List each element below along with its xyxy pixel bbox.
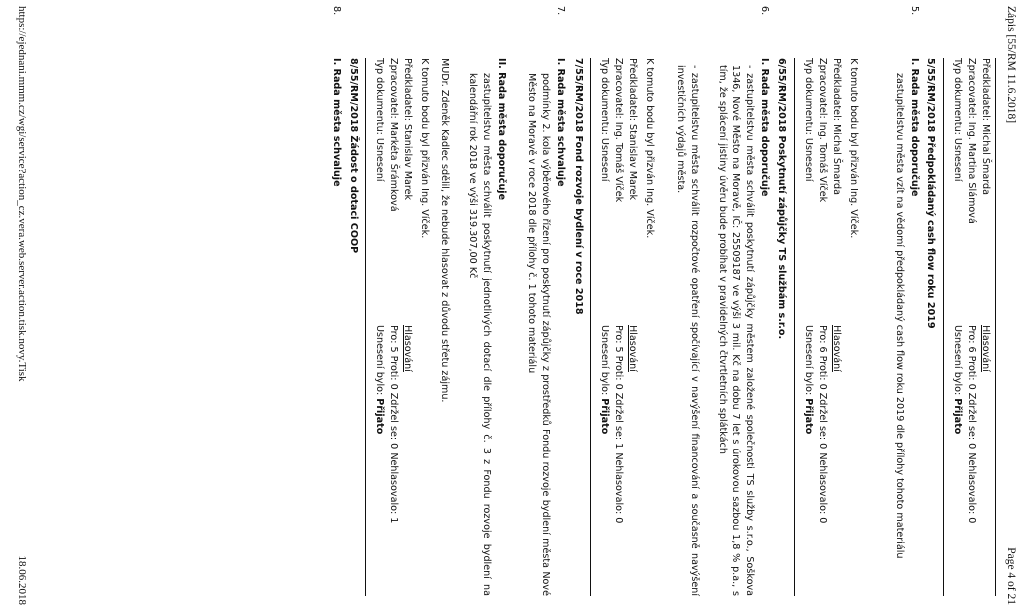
invited-note: K tomuto bodu byl přizván Ing. Víček. xyxy=(848,58,859,239)
typ-dokumentu: Typ dokumentu: Usnesení xyxy=(952,58,963,182)
zpracovatel: Zpracovatel: Ing. Tomáš Víček xyxy=(817,58,828,203)
zpracovatel: Zpracovatel: Markéta Šrámková xyxy=(388,58,399,212)
vote-counts: Pro: 5 Proti: 0 Zdržel se: 1 Nehlasovalo: 0 xyxy=(613,325,624,524)
section-heading: I. Rada města schvaluje xyxy=(555,58,566,187)
item-number: 6. xyxy=(759,6,770,16)
section-heading: I. Rada města doporučuje xyxy=(909,58,920,197)
hlasovani-label: Hlasování xyxy=(831,325,842,372)
vote-result: Usnesení bylo: Přijato xyxy=(374,325,385,435)
footer-date: 18.06.2018 xyxy=(16,555,28,605)
item-number: 8. xyxy=(331,6,342,16)
vote-counts: Pro: 6 Proti: 0 Zdržel se: 0 Nehlasovalo: 0 xyxy=(966,325,977,524)
footer-url: https://ejednani.mmm.cz/wgi/service?action_cz.vera.web.server.action.tisk.novy.Tisk xyxy=(16,6,28,382)
typ-dokumentu: Typ dokumentu: Usnesení xyxy=(374,58,385,182)
item-title: 5/55/RM/2018 Předpokládaný cash flow roku 2019 xyxy=(925,58,936,329)
section-text: podmínky 2. kola výběrového řízení pro poskytnutí zápůjčky z prostředků Fondu rozvoje bydlení města Nové Město na Moravě v roce 2018 dle přílohy č. 1 tohoto materiálu xyxy=(526,73,551,596)
section-heading: I. Rada města schvaluje xyxy=(331,58,342,187)
item-title: 6/55/RM/2018 Poskytnutí zápůjčky TS službám s.r.o. xyxy=(776,58,787,340)
section-rule xyxy=(590,58,591,596)
item-title: 8/55/RM/2018 Žádost o dotaci COOP xyxy=(348,58,359,254)
invited-note: K tomuto bodu byl přizván Ing. Víček. xyxy=(644,58,655,239)
zpracovatel: Zpracovatel: Ing. Tomáš Víček xyxy=(613,58,624,203)
conflict-note: MUDr. Zdeněk Kadlec sdělil, že nebude hlasovat z důvodu střetu zájmu. xyxy=(439,58,450,403)
hlasovani-label: Hlasování xyxy=(627,325,638,372)
typ-dokumentu: Typ dokumentu: Usnesení xyxy=(803,58,814,182)
section-text: - zastupitelstvu města schválit rozpočtové opatření spočívající v navýšení financování a současně navýšení investičních výdajů města. xyxy=(675,65,700,596)
hlasovani-label: Hlasování xyxy=(402,325,413,372)
section-text: zastupitelstvu města schválit poskytnutí jednotlivých dotací dle přílohy č. 3 z Fondu rozvoje bydlení na kalendářní rok 2018 ve výši 319.307,00 Kč xyxy=(467,73,492,596)
vote-counts: Pro: 6 Proti: 0 Zdržel se: 0 Nehlasovalo: 0 xyxy=(817,325,828,524)
page-number: Page 4 of 21 xyxy=(1005,547,1017,605)
section-text: zastupitelstvu města vzít na vědomí předpokládaný cash flow roku 2019 dle přílohy tohoto materiálu xyxy=(894,73,905,559)
section-rule xyxy=(794,58,795,596)
vote-result: Usnesení bylo: Přijato xyxy=(599,325,610,435)
predkladatel: Předkladatel: Stanislav Marek xyxy=(627,58,638,201)
invited-note: K tomuto bodu byl přizván Ing. Víček. xyxy=(419,58,430,239)
section-heading: II. Rada města doporučuje xyxy=(496,58,507,201)
predkladatel: Předkladatel: Michal Šmarda xyxy=(980,58,991,195)
item-number: 7. xyxy=(555,6,566,16)
section-heading: I. Rada města doporučuje xyxy=(759,58,770,197)
document-title: Zápis [55/RM 11.6.2018] xyxy=(1005,6,1017,124)
hlasovani-label: Hlasování xyxy=(980,325,991,372)
predkladatel: Předkladatel: Stanislav Marek xyxy=(402,58,413,201)
vote-result: Usnesení bylo: Přijato xyxy=(952,325,963,435)
typ-dokumentu: Typ dokumentu: Usnesení xyxy=(599,58,610,182)
section-text: - zastupitelstvu města schválit poskytnutí zápůjčky městem založené společnosti TS služby s.r.o., Soškova 1346, Nové Město na Moravě, IČ: 25509187 ve výši 3 mil. Kč na dobu 7 let s úrokovou sazbou 1,8 % p.a., s tím, že splácení jistiny úvěru bude probíhat v pravidelných čtvrtletních splátkách xyxy=(716,65,755,596)
section-rule xyxy=(943,58,944,596)
predkladatel: Předkladatel: Michal Šmarda xyxy=(831,58,842,195)
item-title: 7/55/RM/2018 Fond rozvoje bydlení v roce 2018 xyxy=(573,58,584,315)
vote-result: Usnesení bylo: Přijato xyxy=(803,325,814,435)
zpracovatel: Zpracovatel: Ing. Martina Slámová xyxy=(966,58,977,224)
vote-counts: Pro: 5 Proti: 0 Zdržel se: 0 Nehlasovalo: 1 xyxy=(388,325,399,524)
header-rule xyxy=(995,58,996,596)
section-rule xyxy=(365,58,366,596)
item-number: 5. xyxy=(909,6,920,16)
